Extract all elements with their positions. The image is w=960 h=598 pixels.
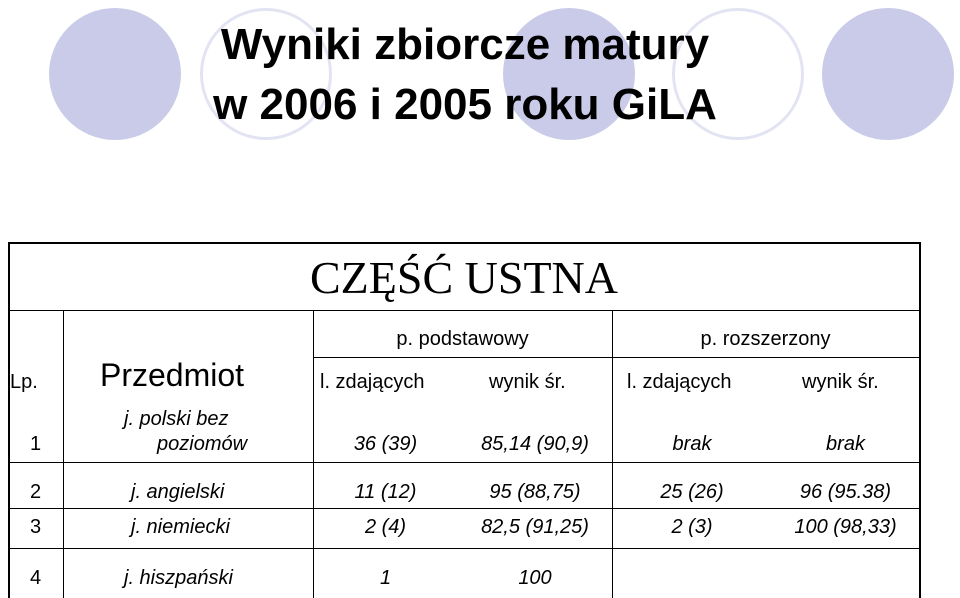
row2-lp: 2 <box>30 481 42 503</box>
row4-avg-basic: 100 <box>518 567 552 589</box>
row3-lp: 3 <box>30 516 42 538</box>
row1-subject-line1: j. polski bez <box>124 408 229 430</box>
row4-lp: 4 <box>30 567 42 589</box>
table-border-top <box>8 242 921 244</box>
col-header-takers-ext: l. zdających <box>627 371 732 393</box>
row1-takers-ext: brak <box>672 433 712 455</box>
col-header-subject: Przedmiot <box>100 357 245 393</box>
col-divider-lp <box>63 310 64 598</box>
group-basic-header: p. podstawowy <box>396 328 529 350</box>
row1-lp: 1 <box>30 433 42 455</box>
row2-takers-basic: 11 (12) <box>354 481 417 503</box>
row1-divider <box>8 462 921 463</box>
slide-title-line2: w 2006 i 2005 roku GiLA <box>213 80 717 129</box>
row1-avg-ext: brak <box>826 433 865 455</box>
row3-takers-basic: 2 (4) <box>364 516 407 538</box>
row1-subject-line2: poziomów <box>157 433 248 455</box>
row2-divider <box>8 508 921 509</box>
col-header-lp: Lp. <box>10 371 38 393</box>
row4-subject: j. hiszpański <box>124 567 233 589</box>
col-header-avg-ext: wynik śr. <box>802 371 879 393</box>
row1-takers-basic: 36 (39) <box>353 433 418 455</box>
row1-avg-basic: 85,14 (90,9) <box>481 433 589 455</box>
row2-subject: j. angielski <box>131 481 225 503</box>
row2-avg-ext: 96 (95.38) <box>799 481 892 503</box>
row3-takers-ext: 2 (3) <box>671 516 713 538</box>
col-header-avg-basic: wynik śr. <box>489 371 566 393</box>
row4-takers-basic: 1 <box>379 567 392 589</box>
row3-avg-ext: 100 (98,33) <box>794 516 897 538</box>
section-title: CZĘŚĆ USTNA <box>310 252 618 303</box>
row3-avg-basic: 82,5 (91,25) <box>481 516 589 538</box>
group-extended-header: p. rozszerzony <box>700 328 831 350</box>
group-divider <box>313 357 921 358</box>
row3-subject: j. niemiecki <box>131 516 230 538</box>
row2-takers-ext: 25 (26) <box>660 481 724 503</box>
slide-title-line1: Wyniki zbiorcze matury <box>220 20 710 69</box>
header-divider <box>8 310 921 311</box>
col-header-takers-basic: l. zdających <box>320 371 425 393</box>
row2-avg-basic: 95 (88,75) <box>489 481 581 503</box>
row3-divider <box>8 548 921 549</box>
